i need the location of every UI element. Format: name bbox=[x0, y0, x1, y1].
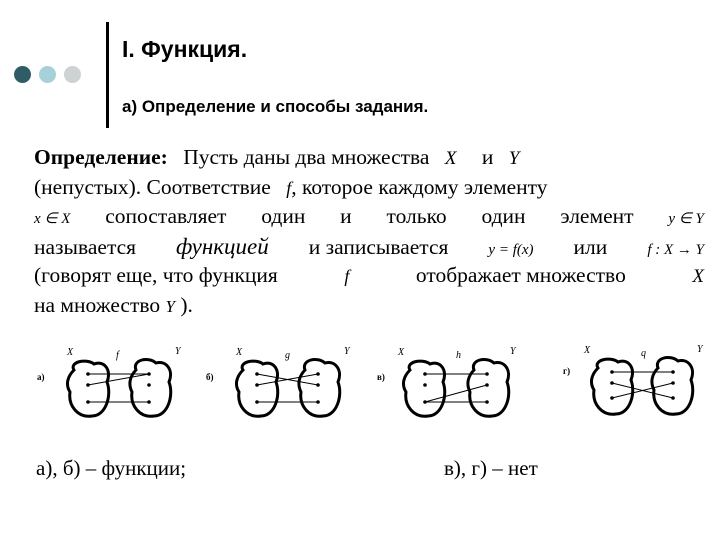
diagram-y-label: Y bbox=[697, 344, 703, 355]
l6-b: ). bbox=[180, 292, 193, 317]
set-x-blob bbox=[403, 361, 444, 416]
y-eq-fx: y = f(x) bbox=[488, 241, 534, 258]
diagram-letter: в) bbox=[377, 372, 385, 382]
diagram-letter: г) bbox=[563, 366, 571, 376]
set-x-blob bbox=[67, 361, 108, 416]
l3-c: и bbox=[340, 204, 352, 228]
definition-term: Определение bbox=[34, 145, 161, 169]
diagram-x-label: X bbox=[398, 347, 405, 358]
l3-a: сопоставляет bbox=[105, 204, 227, 228]
diagram-fn-label: h bbox=[456, 350, 461, 361]
set-y-blob bbox=[130, 359, 171, 416]
definition-line-3 bbox=[34, 202, 704, 232]
diagram-g bbox=[546, 340, 706, 430]
diagram-y-label: Y bbox=[344, 346, 350, 357]
set-x-blob bbox=[236, 361, 277, 416]
diagram-x-label: X bbox=[236, 347, 243, 358]
l5-b: отображает множество bbox=[415, 263, 626, 287]
answer-not-functions: в), г) – нет bbox=[444, 456, 538, 480]
f-map: f : X → Y bbox=[647, 241, 704, 258]
l3-d: только bbox=[386, 204, 447, 228]
y-points bbox=[316, 372, 320, 404]
mapping-arrows bbox=[612, 372, 673, 398]
set-y-blob bbox=[468, 359, 509, 416]
symbol-f-2: f bbox=[344, 266, 350, 286]
symbol-f: f bbox=[286, 177, 292, 198]
l3-f: элемент bbox=[560, 204, 634, 228]
definition-colon: : bbox=[160, 145, 168, 169]
dot-light-teal bbox=[39, 66, 56, 83]
diagram-letter: а) bbox=[37, 372, 45, 382]
definition-block bbox=[34, 143, 704, 320]
diagram-x-label: X bbox=[67, 347, 74, 358]
diagram-y-label: Y bbox=[510, 346, 516, 357]
set-y-2: Y bbox=[165, 296, 175, 316]
set-y: Y bbox=[508, 148, 520, 169]
diagram-a bbox=[36, 340, 196, 430]
y-points bbox=[485, 372, 489, 404]
x-points bbox=[610, 370, 614, 400]
l4-b: и записывается bbox=[308, 234, 449, 259]
mapping-arrows bbox=[257, 374, 318, 402]
diagram-fn-label: g bbox=[285, 350, 290, 361]
decorative-dots bbox=[14, 66, 81, 83]
function-word: функцией bbox=[176, 233, 269, 259]
x-in-x: x ∈ X bbox=[34, 211, 71, 227]
diagram-fn-label: f bbox=[116, 350, 119, 361]
l6-a: на множество bbox=[34, 292, 161, 317]
x-points bbox=[423, 372, 427, 404]
definition-line-2 bbox=[34, 173, 704, 203]
set-y-blob bbox=[299, 359, 340, 416]
page-subtitle: а) Определение и способы задания. bbox=[122, 97, 429, 116]
l3-e: один bbox=[481, 204, 526, 228]
mapping-arrows bbox=[425, 374, 487, 402]
dot-dark bbox=[14, 66, 31, 83]
answer-functions: а), б) – функции; bbox=[36, 456, 187, 480]
and-word: и bbox=[481, 145, 494, 169]
definition-line-6 bbox=[34, 291, 704, 321]
title-divider bbox=[106, 22, 109, 128]
y-points bbox=[671, 370, 675, 400]
set-y-blob bbox=[652, 357, 693, 414]
x-points bbox=[86, 372, 90, 404]
diagram-letter: б) bbox=[206, 372, 214, 382]
diagram-y-label: Y bbox=[175, 346, 181, 357]
set-x: X bbox=[444, 148, 457, 169]
l3-b: один bbox=[261, 204, 306, 228]
set-x-2: X bbox=[692, 266, 704, 287]
definition-line-4 bbox=[34, 232, 704, 262]
diagram-x-label: X bbox=[584, 345, 591, 356]
l5-a: (говорят еще, что функция bbox=[34, 263, 278, 287]
mapping-arrows bbox=[88, 374, 149, 402]
dot-grey bbox=[64, 66, 81, 83]
page-title: I. Функция. bbox=[122, 36, 248, 62]
l2-a: (непустых). Соответствие bbox=[34, 174, 271, 199]
definition-line-1 bbox=[34, 143, 704, 173]
x-points bbox=[255, 372, 259, 404]
y-in-y: y ∈ Y bbox=[668, 211, 704, 227]
definition-line-5 bbox=[34, 261, 704, 291]
l1-text: Пусть даны два множества bbox=[183, 145, 430, 169]
l4-a: называется bbox=[34, 234, 137, 259]
diagram-b bbox=[205, 340, 365, 430]
y-points bbox=[147, 372, 151, 404]
diagram-v bbox=[376, 340, 536, 430]
or-word: или bbox=[573, 234, 608, 259]
diagram-fn-label: q bbox=[641, 348, 646, 359]
l2-b: , которое каждому элементу bbox=[291, 174, 548, 199]
